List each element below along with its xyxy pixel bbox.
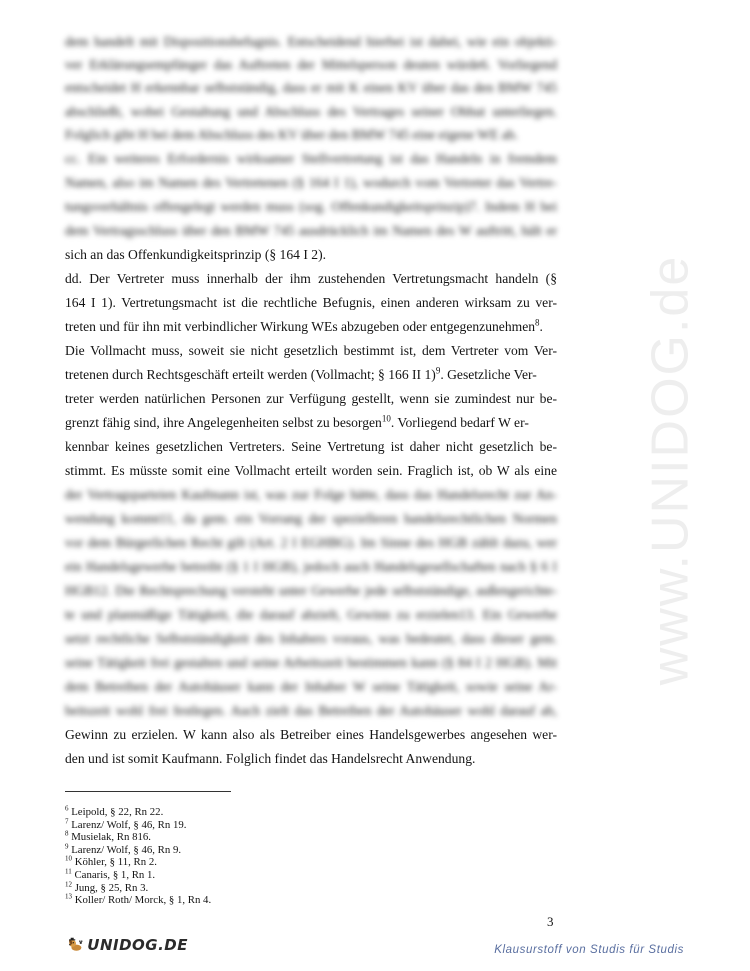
footnote-text: Leipold, § 22, Rn 22. bbox=[71, 806, 164, 818]
page-number: 3 bbox=[547, 914, 554, 929]
footnote-text: Koller/ Roth/ Morck, § 1, Rn 4. bbox=[74, 894, 212, 907]
footnote-number: 7 bbox=[65, 817, 69, 825]
footnote-text: Larenz/ Wolf, § 46, Rn 19. bbox=[71, 818, 187, 831]
body-line bbox=[65, 413, 557, 433]
body-line: treten und für ihn mit verbindlicher Wirkung WEs abzugeben oder entgegenzunehmen$^8$. bbox=[65, 317, 543, 334]
body-line: Gewinn zu erzielen. W kann also als Betreiber eines Handelsgewerbes angesehen wer- bbox=[65, 727, 557, 742]
body-text: . Vorliegend bedarf W er- bbox=[390, 415, 529, 430]
footnote-text: Köhler, § 11, Rn 2. bbox=[74, 856, 157, 869]
body-line: den und ist somit Kaufmann. Folglich findet das Handelsrecht Anwendung. bbox=[65, 751, 476, 766]
body-text: treten und für ihn mit verbindlicher Wirkung WEs abzugeben oder entgegenzunehmen bbox=[65, 319, 536, 334]
footnote-number: 11 bbox=[65, 867, 72, 876]
footnote-divider bbox=[65, 791, 231, 792]
body-text: grenzt fähig sind, ihre Angelegenheiten selbst zu besorgen bbox=[65, 415, 382, 430]
body-text: tretenen durch Rechtsgeschäft erteilt werden (Vollmacht; § 166 II 1) bbox=[65, 367, 436, 382]
footnote-number: 8 bbox=[65, 829, 69, 838]
body-line: beitszeit wohl frei festlegen. Auch zielt das Betreiben der Autohäuser wohl darauf ab, bbox=[65, 703, 557, 718]
body-line: dem handelt mit Dispositionsbefugnis. Entscheidend hierbei ist dabei, wie ein objekti- bbox=[65, 34, 557, 49]
footnote-item bbox=[65, 819, 211, 832]
body-line: te und planmäßige Tätigkeit, die darauf abzielt, Gewinn zu erzielen13. Ein Gewerbe bbox=[65, 607, 557, 622]
body-line: Folglich gibt H bei dem Abschluss des KV über den BMW 745 eine eigene WE ab. bbox=[65, 127, 519, 142]
body-line: vor dem Bürgerlichen Recht gilt (Art. 2 I EGHBG). Im Sinne des HGB zählt dazu, wer bbox=[65, 535, 557, 550]
footnote-text: Canaris, § 1, Rn 1. bbox=[74, 868, 156, 881]
body-line: 164 I 1). Vertretungsmacht ist die rechtliche Befugnis, einen anderen wirksam zu ver- bbox=[65, 295, 557, 310]
footnote-number: 9 bbox=[65, 842, 69, 851]
footnote-ref: 9 bbox=[435, 365, 441, 376]
body-line: abschließt, wobei Gestaltung und Abschluss des Vertrages seiner Obhut unterliegen. bbox=[65, 104, 557, 119]
dog-icon bbox=[68, 926, 83, 964]
body-line: treter werden natürlichen Personen zur Verfügung gestellt, wenn sie zumindest nur be- bbox=[65, 391, 557, 406]
body-line: HGB12. Die Rechtsprechung versteht unter Gewerbe jede selbstständige, außengerichte- bbox=[65, 583, 557, 598]
footnote-item bbox=[65, 856, 211, 869]
body-line: dem Betreiben der Autohäuser kann der Inhaber W seine Tätigkeit, sowie seine Ar- bbox=[65, 679, 557, 694]
footnote-text: Musielak, Rn 816. bbox=[71, 831, 151, 844]
footnote-number: 12 bbox=[65, 879, 72, 888]
body-line: cc. Ein weiteres Erfordernis wirksamer Stellvertretung ist das Handeln in fremdem bbox=[65, 151, 557, 166]
body-line: seine Tätigkeit frei gestalten und seine Arbeitszeit bestimmen kann (§ 84 I 2 HGB). Mit bbox=[65, 655, 557, 670]
footnote-item bbox=[65, 879, 211, 895]
footnote-ref: 10 bbox=[381, 413, 391, 424]
body-line: dd. Der Vertreter muss innerhalb der ihm zustehenden Vertretungsmacht handeln (§ bbox=[65, 271, 557, 286]
body-line: tungsverhältnis offengelegt werden muss (sog. Offenkundigkeitsprinzip)7. Indem H bei bbox=[65, 199, 557, 214]
footnote-number: 13 bbox=[65, 892, 72, 901]
body-line: ver Erklärungsempfänger das Auftreten der Mittelsperson deuten würde6. Vorliegend bbox=[65, 57, 557, 72]
footnote-item bbox=[65, 894, 211, 907]
footnote-item bbox=[65, 869, 211, 882]
body-line: wendung kommt11, da gem. ein Vorrang der spezielleren handelsrechtlichen Normen bbox=[65, 511, 557, 526]
footnote-item bbox=[65, 806, 211, 819]
footnote-number: 6 bbox=[65, 804, 69, 813]
watermark-text: www.UNIDOG.de bbox=[641, 254, 699, 686]
footnotes bbox=[65, 806, 211, 907]
body-line: setzt rechtliche Selbstständigkeit des Inhabers voraus, was bedeutet, dass dieser gem. bbox=[65, 631, 557, 646]
unidog-logo bbox=[68, 924, 188, 966]
footnote-text: Jung, § 25, Rn 3. bbox=[74, 881, 149, 894]
watermark bbox=[630, 254, 710, 686]
body-line: stimmt. Es müsste somit eine Vollmacht erteilt worden sein. Fraglich ist, ob W als eine bbox=[65, 463, 557, 478]
body-line: ein Handelsgewerbe betreibt (§ 1 I HGB), jedoch auch Handelsgesellschaften nach § 6 I bbox=[65, 559, 557, 574]
logo-text: UNIDOG.DE bbox=[87, 936, 188, 954]
footnote-text: Larenz/ Wolf, § 46, Rn 9. bbox=[71, 843, 182, 856]
body-line: entscheidet H erkennbar selbstständig, dass er mit K einen KV über das den BMW 745 bbox=[65, 80, 557, 95]
body-line: der Vertragsparteien Kaufmann ist, was zur Folge hätte, dass das Handelsrecht zur An- bbox=[65, 487, 557, 502]
footnote-ref: 8 bbox=[535, 317, 540, 328]
body-line: kennbar keines gesetzlichen Vertreters. Seine Vertretung ist daher nicht gesetzlich be- bbox=[65, 439, 557, 454]
body-line: Die Vollmacht muss, soweit sie nicht gesetzlich bestimmt ist, dem Vertreter vom Ver- bbox=[65, 343, 557, 358]
footnote-item bbox=[65, 831, 211, 844]
body-line: Namen, also im Namen des Vertretenen (§ 164 I 1), wodurch vom Vertreter das Vertre- bbox=[65, 175, 557, 190]
body-line: sich an das Offenkundigkeitsprinzip (§ 164 I 2). bbox=[65, 247, 326, 262]
body-line: dem Vertragsschluss über den BMW 745 ausdrücklich im Namen des W auftritt, hält er bbox=[65, 223, 557, 238]
footnote-item bbox=[65, 844, 211, 857]
body-text: . Gesetzliche Ver- bbox=[440, 367, 537, 382]
body-line bbox=[65, 365, 557, 385]
footnote-number: 10 bbox=[65, 854, 72, 863]
footer-tagline: Klausurstoff von Studis für Studis bbox=[494, 944, 684, 956]
